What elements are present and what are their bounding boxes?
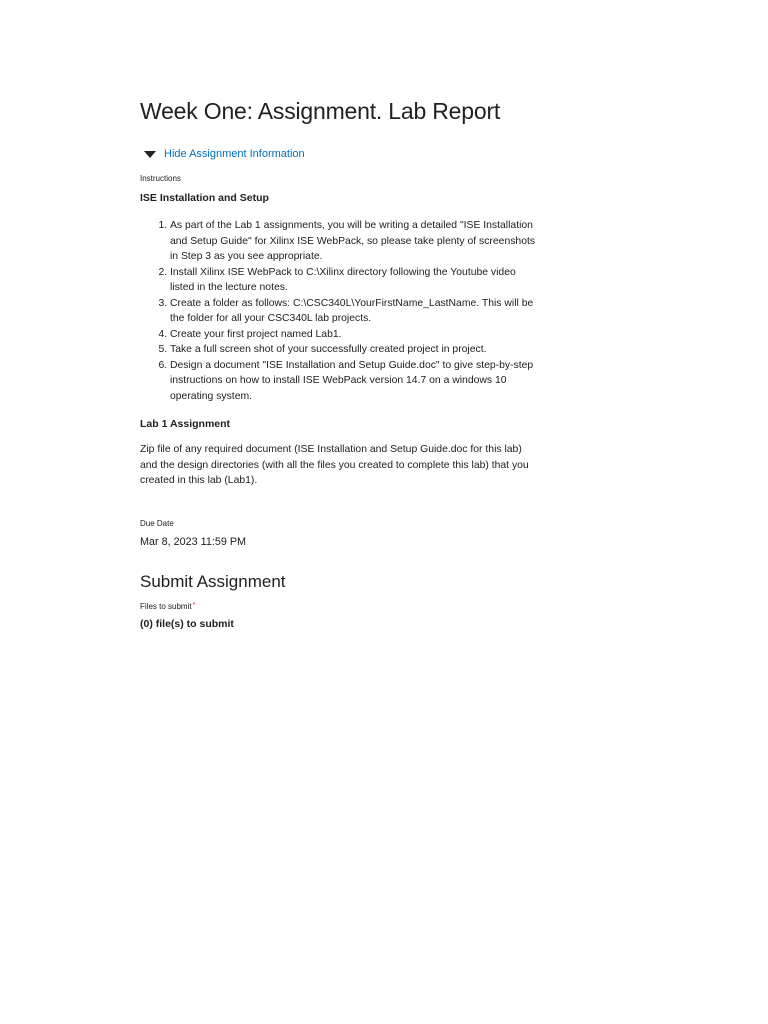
instruction-step: 3. Create a folder as follows: C:\CSC340L\YourFirstName_LastName. This will be the folder for all your CSC340L lab projects. <box>170 296 540 327</box>
lab-assignment-heading: Lab 1 Assignment <box>140 418 231 430</box>
instruction-step: 4. Create your first project named Lab1. <box>170 327 540 343</box>
due-date-label: Due Date <box>140 518 174 528</box>
assignment-content <box>140 94 540 630</box>
setup-heading: ISE Installation and Setup <box>140 192 269 204</box>
caret-down-icon <box>144 151 156 158</box>
due-date-value: Mar 8, 2023 11:59 PM <box>140 535 247 548</box>
required-marker: * <box>192 601 196 609</box>
hide-assignment-info-toggle[interactable] <box>144 148 540 160</box>
lab-assignment-text: Zip file of any required document (ISE Installation and Setup Guide.doc for this lab) and the design directories (with all the files you created to complete this lab) that you created in this lab (Lab1). <box>140 444 529 486</box>
instruction-step: 5. Take a full screen shot of your successfully created project in project. <box>170 342 540 358</box>
instruction-step: 1. As part of the Lab 1 assignments, you will be writing a detailed "ISE Installation and Setup Guide" for Xilinx ISE WebPack, so please take plenty of screenshots in Step 3 as you see appropriate. <box>170 218 540 265</box>
page-title: Week One: Assignment. Lab Report <box>140 98 501 124</box>
toggle-label: Hide Assignment Information <box>164 148 305 160</box>
submit-assignment-heading: Submit Assignment <box>140 571 286 591</box>
instructions-label: Instructions <box>140 174 181 183</box>
files-to-submit-label <box>140 602 540 611</box>
files-label-text: Files to submit <box>140 601 192 611</box>
instruction-steps <box>140 218 540 404</box>
files-count: (0) file(s) to submit <box>140 617 234 630</box>
instruction-step: 2. Install Xilinx ISE WebPack to C:\Xilinx directory following the Youtube video listed in the lecture notes. <box>170 265 540 296</box>
instruction-step: 6. Design a document "ISE Installation and Setup Guide.doc" to give step-by-step instructions on how to install ISE WebPack version 14.7 on a windows 10 operating system. <box>170 358 540 405</box>
